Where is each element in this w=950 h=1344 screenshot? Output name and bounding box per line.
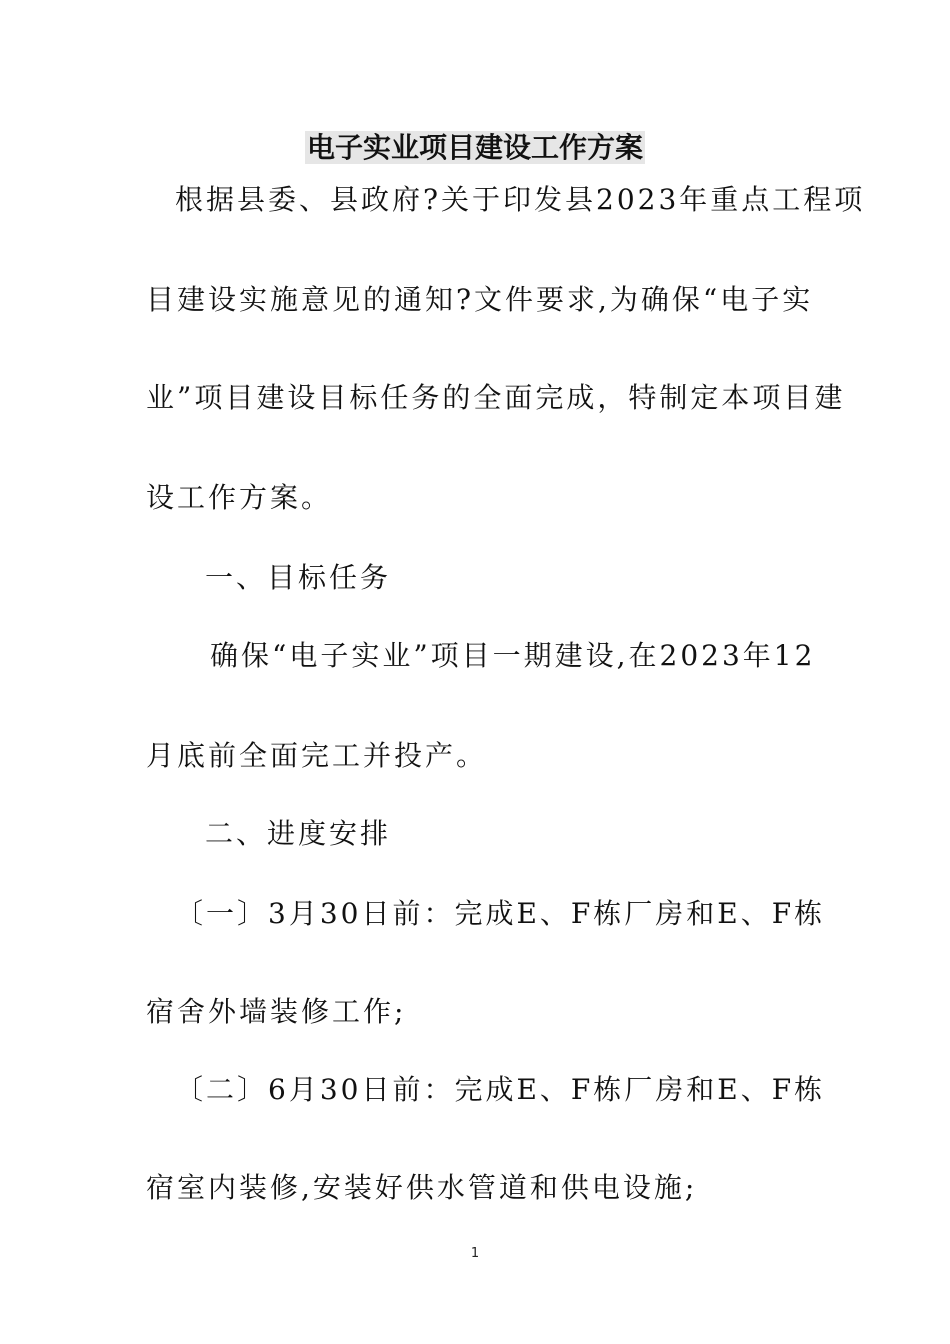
list-item-line: 〔二〕6月30日前：完成E、F栋厂房和E、F栋: [175, 1073, 826, 1106]
paragraph-line: 确保“电子实业”项目一期建设,在2023年12: [210, 639, 816, 672]
page-number: 1: [470, 1246, 480, 1261]
paragraph-line: 业”项目建设目标任务的全面完成，特制定本项目建: [146, 381, 846, 414]
section-heading: 二、进度安排: [205, 817, 392, 850]
section-heading: 一、目标任务: [205, 561, 392, 594]
document-title: [0, 128, 950, 168]
list-item-line: 〔一〕3月30日前：完成E、F栋厂房和E、F栋: [175, 897, 826, 930]
list-item-line: 宿舍外墙装修工作;: [146, 995, 407, 1028]
paragraph-line: 月底前全面完工并投产。: [146, 739, 488, 772]
paragraph-line: 目建设实施意见的通知?文件要求,为确保“电子实: [146, 283, 814, 316]
document-title-text: 电子实业项目建设工作方案: [306, 131, 643, 164]
list-item-line: 宿室内装修,安装好供水管道和供电设施;: [146, 1171, 698, 1204]
paragraph-line: 根据县委、县政府?关于印发县2023年重点工程项: [175, 183, 866, 216]
paragraph-line: 设工作方案。: [146, 481, 333, 514]
